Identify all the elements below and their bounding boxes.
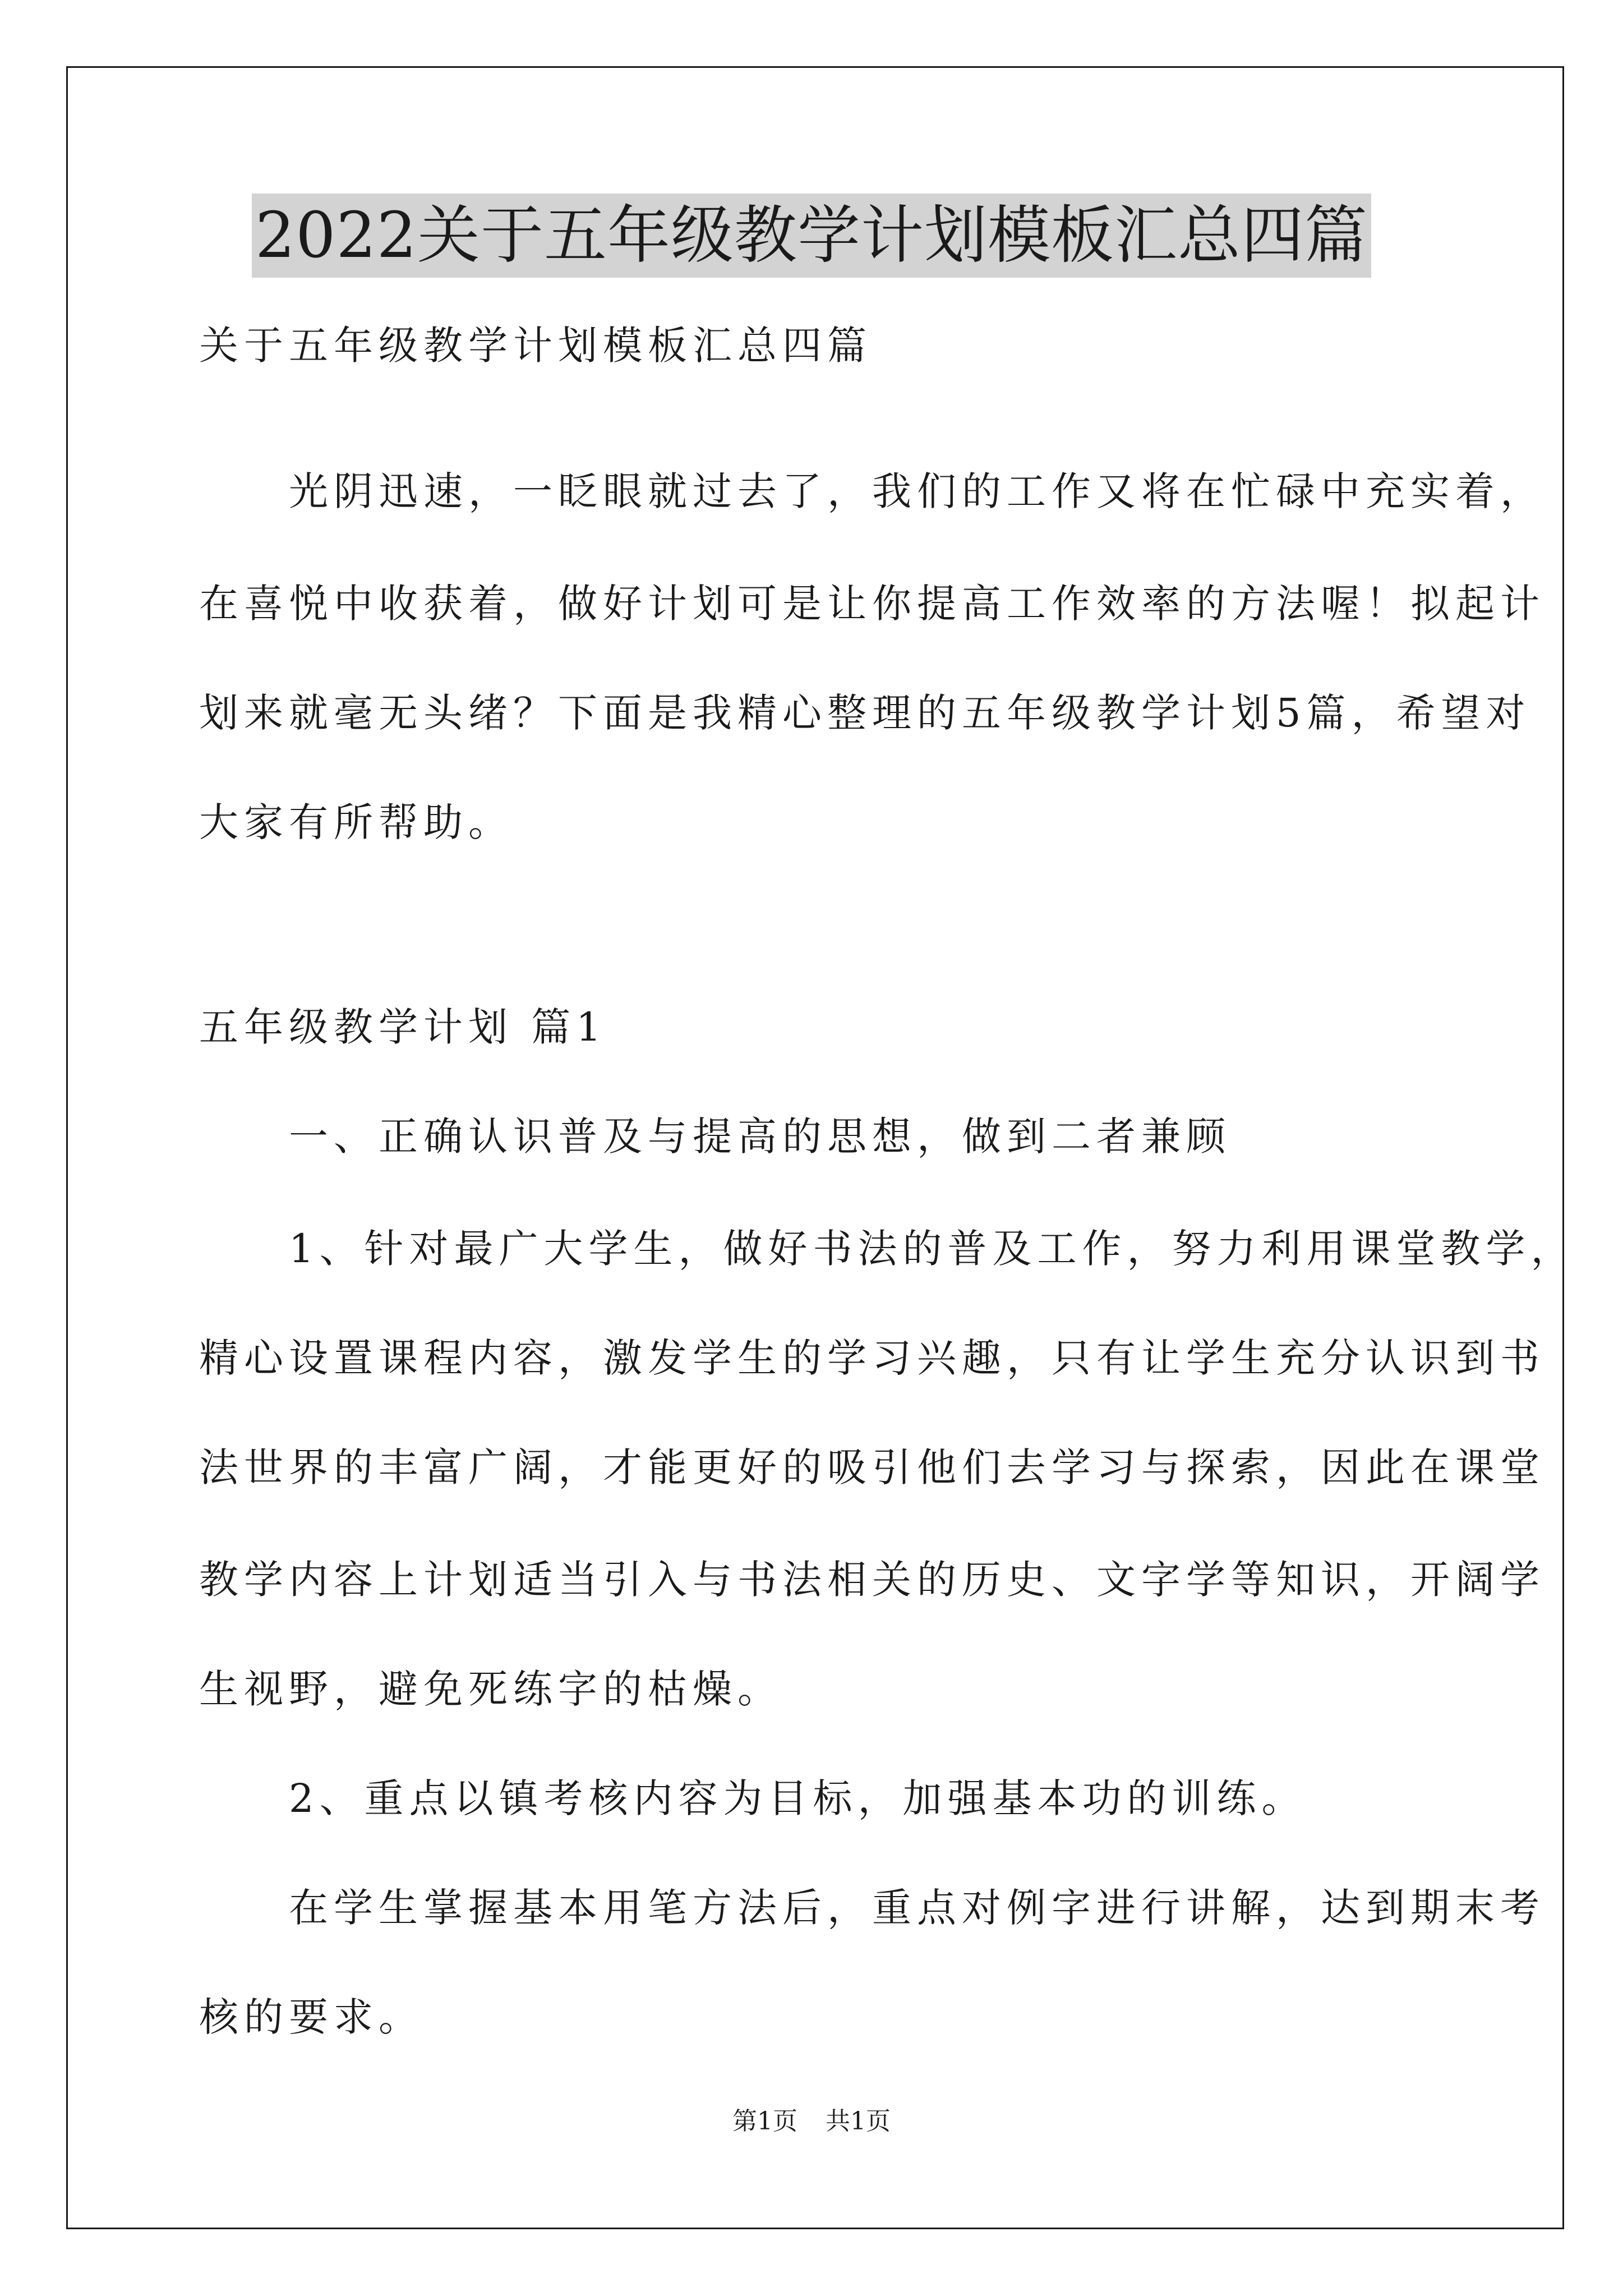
text-line: 划来就毫无头绪？下面是我精心整理的五年级教学计划5篇，希望对: [199, 690, 1531, 736]
text-line: 核的要求。: [199, 1994, 423, 2040]
subtitle-line: 关于五年级教学计划模板汇总四篇: [199, 323, 872, 369]
text-line: 在喜悦中收获着，做好计划可是让你提高工作效率的方法喔！拟起计: [199, 581, 1545, 627]
text-line: 2、重点以镇考核内容为目标，加强基本功的训练。: [199, 1775, 1307, 1821]
page-footer: [0, 2101, 1623, 2137]
text-line: 法世界的丰富广阔，才能更好的吸引他们去学习与探索，因此在课堂: [199, 1444, 1545, 1490]
text-line: 一、正确认识普及与提高的思想，做到二者兼顾: [199, 1114, 1231, 1159]
page-number: 第1页: [732, 2107, 797, 2136]
text-line: 教学内容上计划适当引入与书法相关的历史、文字学等知识，开阔学: [199, 1557, 1545, 1603]
text-line: 光阴迅速，一眨眼就过去了，我们的工作又将在忙碌中充实着，: [199, 468, 1545, 514]
text-line: 在学生掌握基本用笔方法后，重点对例字进行讲解，达到期末考: [199, 1885, 1545, 1931]
page-total: 共1页: [826, 2107, 891, 2136]
section-heading: 五年级教学计划 篇1: [199, 1004, 607, 1050]
text-line: 大家有所帮助。: [199, 799, 513, 845]
document-title: 2022关于五年级教学计划模板汇总四篇: [252, 194, 1371, 278]
text-line: 1、针对最广大学生，做好书法的普及工作，努力利用课堂教学，: [199, 1226, 1576, 1272]
text-line: 生视野，避免死练字的枯燥。: [199, 1666, 782, 1712]
text-line: 精心设置课程内容，激发学生的学习兴趣，只有让学生充分认识到书: [199, 1335, 1545, 1381]
title-container: [0, 194, 1623, 278]
